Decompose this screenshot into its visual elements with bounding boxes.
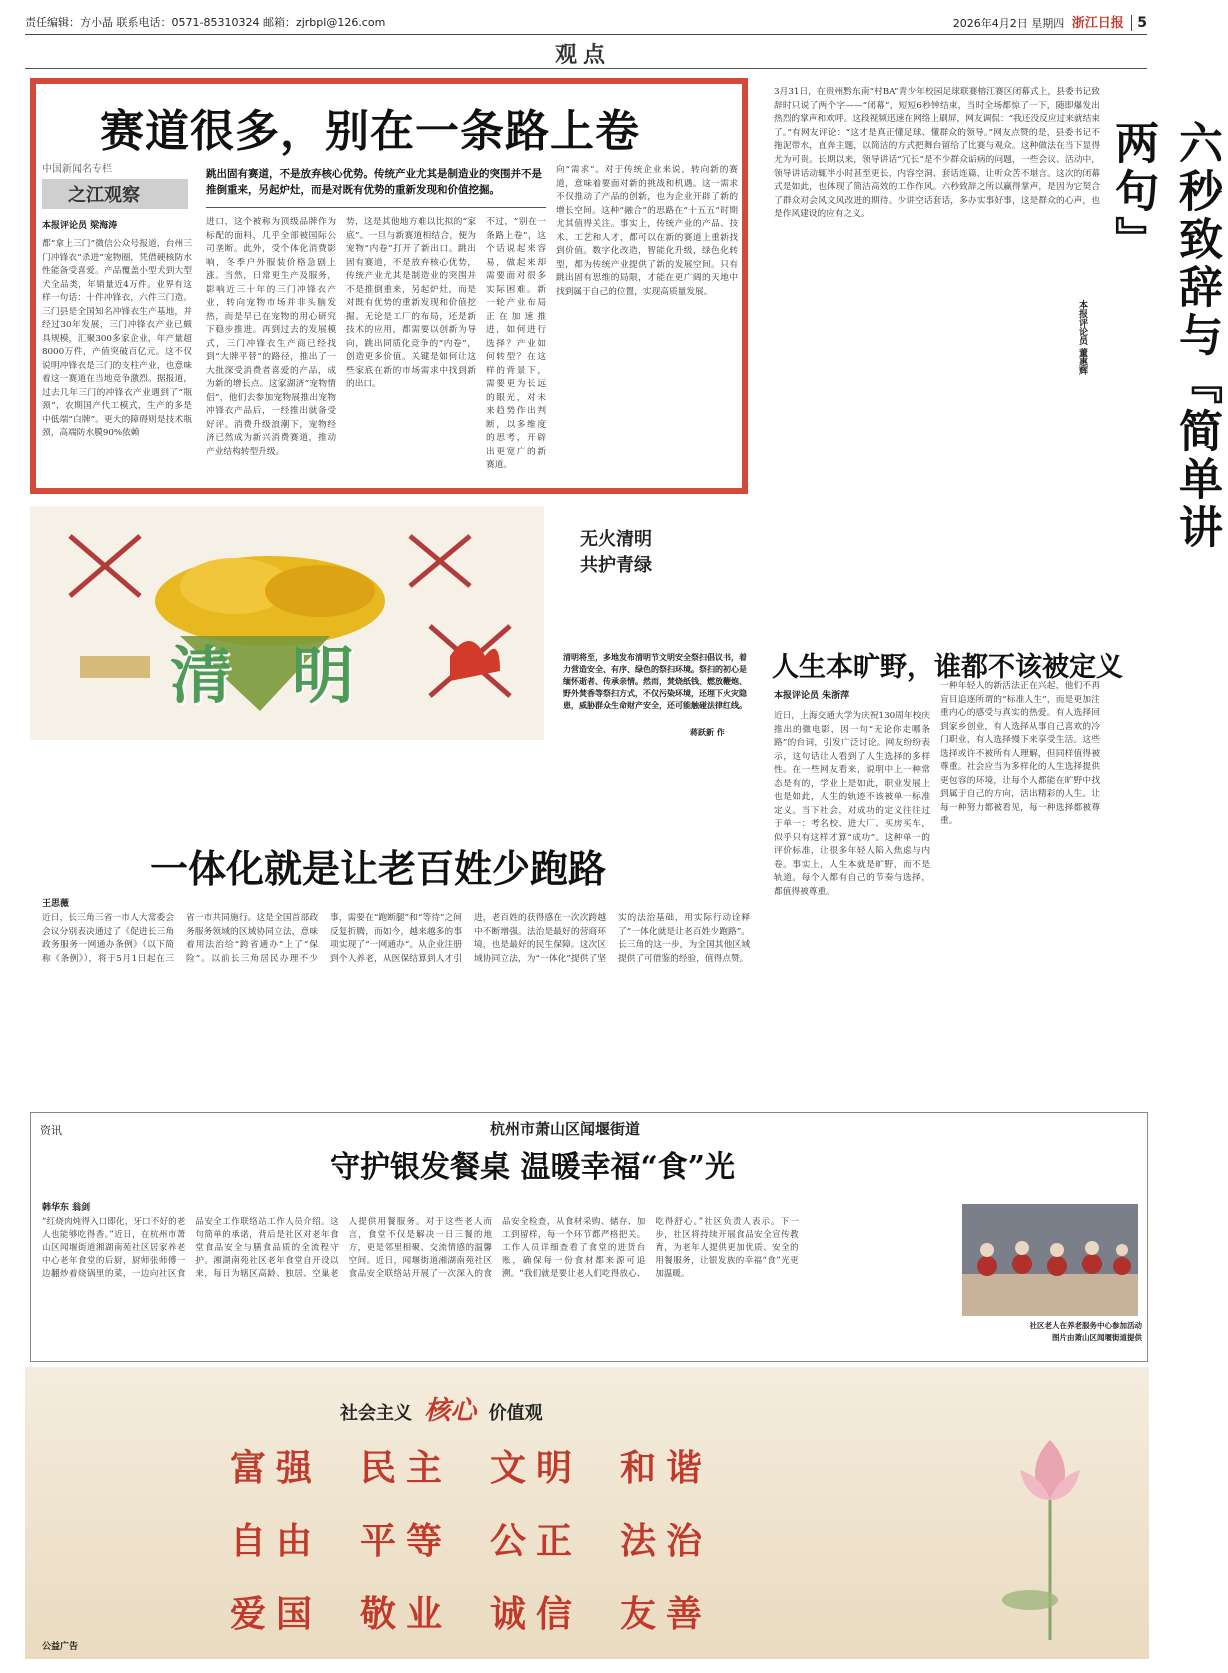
values-heading-mid: 核心	[424, 1396, 477, 1426]
qingming-title-line-2: 共护青绿	[580, 555, 652, 576]
lead-col-2: 进口，这个被称为顶级品牌作为标配的面料，几乎全部被国际公司垄断。此外，受个体化消费影响，冬季户外服装价格急剧上涨。当然，日常更生产及服务，影响近三十年的三门冲锋衣产业，转向宠物市场并非头脑发热，而是早已在宠物的用心研究下稳步推进。再到过去的发展模式，三门冲锋衣生产商已经找到“大牌平替”的路径，推出了一大批深受消费者喜爱的产品，成为新的增长点。这家湖济“宠物情侣”，他们去参加宠物展推出宠物冲锋衣产品后，一经推出就备受好评。消费升级浪潮下，宠物经济已然成为新兴消费赛道，推动产业结构转型升级。	[206, 217, 336, 457]
life-col-2: 一种年轻人的新活法正在兴起，他们不再盲目追逐所谓的“标准人生”，而是更加注重内心的感受与真实的热爱。有人选择回到家乡创业，有人选择从事自己喜欢的冷门职业，有人选择慢下来享受生活。这些选择或许不被所有人理解，但同样值得被尊重。社会应当为多样化的人生选择提供更包容的环境，让每个人都能在旷野中找到属于自己的方向，活出精彩的人生。让每一种努力都被看见，每一种选择都被尊重。	[940, 681, 1100, 826]
masthead-bar	[25, 8, 1147, 35]
value-item: 自由	[230, 1520, 323, 1562]
qingming-title-line-1: 无火清明	[580, 529, 652, 550]
ad-footer-label: 公益广告	[42, 1642, 79, 1652]
right-top-body: 3月31日，在贵州黔东南“村BA”青少年校园足球联赛榕江赛区闭幕式上，县委书记致辞时只说了两个字——“闭幕”，短短6秒钟结束，当时全场都惊了一下，随即爆发出热烈的掌声和欢呼。这段视频迅速在网络上刷屏，网友调侃：“我还没反应过来就结束了。”有网友评论：“这才是真正懂足球、懂群众的领导。”网友点赞的是，县委书记不拖泥带水，直奔主题，以简洁的方式把舞台留给了比赛与观众。这种做法在当下显得尤为可贵。长期以来，领导讲话“冗长”是不少群众诟病的问题，一些会议、活动中，领导讲话动辄半小时甚至更长，内容空洞、套话连篇，让听众苦不堪言。这次的闭幕式是如此，也体现了简洁高效的工作作风。六秒致辞之所以赢得掌声，是因为它契合了群众对会风文风改进的期待。少讲空话套话，多办实事好事，这是群众的心声，也是作风建设的应有之义。	[774, 87, 1100, 220]
value-item: 民主	[360, 1447, 453, 1489]
qingming-caption: 清明将至，多地发布清明节文明安全祭扫倡议书，着力营造安全、有序、绿色的祭扫环境。祭扫的初心是缅怀逝者、传承亲情。然而，焚烧纸钱、燃放鞭炮、野外焚香等祭扫方式，不仅污染环境，还埋下火灾隐患，威胁群众生命财产安全，还可能触碰法律红线。	[563, 652, 747, 710]
life-col-1: 近日，上海交通大学为庆祝130周年校庆推出的微电影，因一句“无论你走哪条路”的台词，引发广泛讨论。网友纷纷表示，这句话让人看到了人生选择的多样性。在一些网友看来，说明中上一种常态是有的，学业上是如此，职业发展上也是如此，人生的轨迹不该被单一标准定义。当下社会，对成功的定义往往过于单一：考名校、进大厂、买房买车，似乎只有这样才算“成功”。这种单一的评价标准，让很多年轻人陷入焦虑与内卷。事实上，人生本就是旷野，而不是轨道。每个人都有自己的节奏与选择，都值得被尊重。	[774, 711, 930, 897]
right-top-vertical-title: 六秒致辞与『简单讲两句』	[1107, 120, 1222, 552]
values-heading-right: 价值观	[488, 1403, 543, 1424]
values-grid	[230, 1440, 750, 1637]
yitihua-byline: 王思薇	[42, 899, 70, 909]
lead-byline: 本报评论员 梁海涛	[42, 221, 118, 231]
yitihua-body: 近日，长三角三省一市人大常委会会议分别表决通过了《促进长三角政务服务一网通办条例》（以下简称《条例》），将于5月1日起在三省一市共同施行。这是全国首部政务服务领域的区域协同立法，意味着用法治给“跨省通办”上了“保险”。以前长三角居民办理不少事，需要在“跑断腿”和“等待”之间反复折腾，而如今，越来越多的事项实现了“一网通办”。从企业注册到个人养老，从医保结算到人才引进，老百姓的获得感在一次次跨越中不断增强。法治是最好的营商环境，也是最好的民生保障。这次区域协同立法，为“一体化”提供了坚实的法治基础，用实际行动诠释了“一体化就是让老百姓少跑路”。长三角的这一步，为全国其他区域提供了可借鉴的经验，值得点赞。	[42, 913, 750, 964]
value-item: 诚信	[490, 1593, 583, 1635]
value-item: 富强	[230, 1447, 323, 1489]
lead-col-4: 不过，“别在一条路上卷”，这个话说起来容易，做起来却需要面对很多实际困难。新一轮产业布局正在加速推进，如何进行选择？产业如何转型？在这样的背景下，需要更为长远的眼光，对未来趋势作出判断，以多维度的思考，开辟出更宽广的新赛道。	[486, 217, 546, 470]
photo-caption-text: 社区老人在养老服务中心参加活动	[1029, 1321, 1142, 1330]
paper-name: 浙江日报	[1071, 16, 1124, 31]
photo-credit: 图片由萧山区闻堰街道提供	[1052, 1333, 1142, 1342]
column-badge	[42, 160, 188, 210]
elderly-photo-art	[962, 1204, 1138, 1316]
value-item: 公正	[490, 1520, 583, 1562]
value-item: 法治	[620, 1520, 713, 1562]
values-heading	[340, 1390, 543, 1427]
yitihua-title: 一体化就是让老百姓少跑路	[150, 846, 607, 891]
lead-col-3: 势，这是其他地方难以比拟的“家底”。一旦与新赛道相结合，便为宠物“内卷”打开了新出口。跳出固有赛道，不是放弃核心优势，传统产业尤其是制造业的突围并不是推倒重来，另起炉灶，而是对既有优势的重新发现和价值挖掘。无论是工厂的布局，还是新技术的应用，都需要以创新为导向，跳出同质化竞争的“内卷”，创造更多价值。关键是如何让这些家底在新的市场需求中找到新的出口。	[346, 217, 476, 389]
bottom-tag: 资讯	[40, 1124, 62, 1137]
qingming-credit: 蒋跃新 作	[690, 728, 725, 737]
lede-rule	[206, 207, 546, 208]
issue-date: 2026年4月2日 星期四	[952, 17, 1065, 30]
value-item: 文明	[490, 1447, 583, 1489]
lotus-icon	[990, 1400, 1110, 1640]
editor-contact: 责任编辑：方小晶 联系电话：0571-85310324 邮箱：zjrbpl@126.com	[25, 16, 386, 29]
lotus-decoration	[990, 1400, 1110, 1640]
qingming-illustration	[30, 506, 544, 740]
lead-col-5: 向“需求”。对于传统企业来说，转向新的赛道，意味着要面对新的挑战和机遇。这一需求不仅推动了产品的创新，也为企业开辟了新的增长空间。这种“融合”的思路在“十五五”时期尤其值得关注。事实上，传统产业的产品、技术、工艺和人才，都可以在新的赛道上重新找到价值。数字化改造，智能化升级，绿色化转型，都为传统产业提供了新的发展空间。只有跳出固有思维的局限，才能在更广阔的天地中找到属于自己的位置，实现高质量发展。	[556, 165, 738, 297]
photo-caption	[972, 1320, 1142, 1344]
bottom-kicker: 杭州市萧山区闻堰街道	[490, 1120, 641, 1138]
lead-article-title: 赛道很多，别在一条路上卷	[100, 106, 640, 157]
value-item: 友善	[620, 1593, 713, 1635]
value-item: 敬业	[360, 1593, 453, 1635]
bottom-byline: 韩华东 翁剑	[42, 1203, 91, 1213]
life-byline: 本报评论员 朱浙萍	[774, 691, 850, 701]
page-number: 5	[1131, 15, 1147, 31]
value-item: 爱国	[230, 1593, 323, 1635]
section-rule	[25, 68, 1147, 69]
right-top-byline: 本报评论员 董惠辉	[1077, 300, 1087, 376]
lead-lede: 跳出固有赛道，不是放弃核心优势。传统产业尤其是制造业的突围并不是推倒重来，另起炉灶，而是对既有优势的重新发现和价值挖掘。	[206, 168, 542, 196]
qingming-title	[580, 527, 652, 579]
life-article-title: 人生本旷野，谁都不该被定义	[772, 652, 1123, 683]
values-heading-left: 社会主义	[340, 1403, 412, 1424]
value-item: 和谐	[620, 1447, 713, 1489]
column-name: 之江观察	[42, 179, 188, 209]
date-and-page	[953, 12, 1147, 31]
qingming-big-text: 清明	[170, 639, 415, 712]
lead-col-1: 都“拿上三门”微信公众号报道，台州三门冲锋衣“杀进”宠物圈，凭借硬核防水性能备受喜爱。产品覆盖小型犬到大型犬全品类，年销量近4万件。业界有这样一句话：十件冲锋衣，六件三门造。三门县是全国知名冲锋衣生产基地，并经过30年发展，三门冲锋衣产业已颇具规模，汇聚300多家企业，年产量超8000万件，产值突破百亿元。这不仅说明冲锋衣是三门的支柱产业，也意味着这一赛道在当地竞争激烈。据报道，过去几年三门的冲锋衣产业遇到了“瓶颈”，农期国产代工模式，生产的多是中低端“白牌”。更大的障碍则是技术瓶颈，高端防水膜90%依赖	[42, 239, 192, 438]
column-tag: 中国新闻名专栏	[42, 164, 112, 175]
bottom-title: 守护银发餐桌 温暖幸福“食”光	[330, 1150, 735, 1185]
section-name: 观点	[555, 42, 612, 68]
elderly-photo	[962, 1204, 1138, 1316]
value-item: 平等	[360, 1520, 453, 1562]
bottom-body: “红烧肉炖得入口即化，牙口不好的老人也能够吃得香。”近日，在杭州市萧山区闻堰街道湘湖南苑社区居家养老中心老年食堂的后厨，厨师张师傅一边翻炒着烧锅里的菜，一边向社区食品安全工作联络站工作人员介绍。这句简单的承诺，背后是社区对老年食堂食品安全与膳食品质的全流程守护。湘湖南苑社区老年食堂自开设以来，每日为辖区高龄、独居、空巢老人提供用餐服务。对于这些老人而言，食堂不仅是解决一日三餐的地方，更是邻里相聚、交流情感的温馨空间。近日，闻堰街道湘湖南苑社区食品安全联络站开展了一次深入的食品安全检查，从食材采购、储存、加工到留样，每一个环节都严格把关。工作人员详细查看了食堂的进货台账，确保每一份食材都来源可追溯。“我们就是要让老人们吃得放心、吃得舒心。”社区负责人表示。下一步，社区将持续开展食品安全宣传教育，为老年人提供更加优质、安全的用餐服务，让银发族的幸福“食”光更加温暖。	[42, 1217, 799, 1279]
